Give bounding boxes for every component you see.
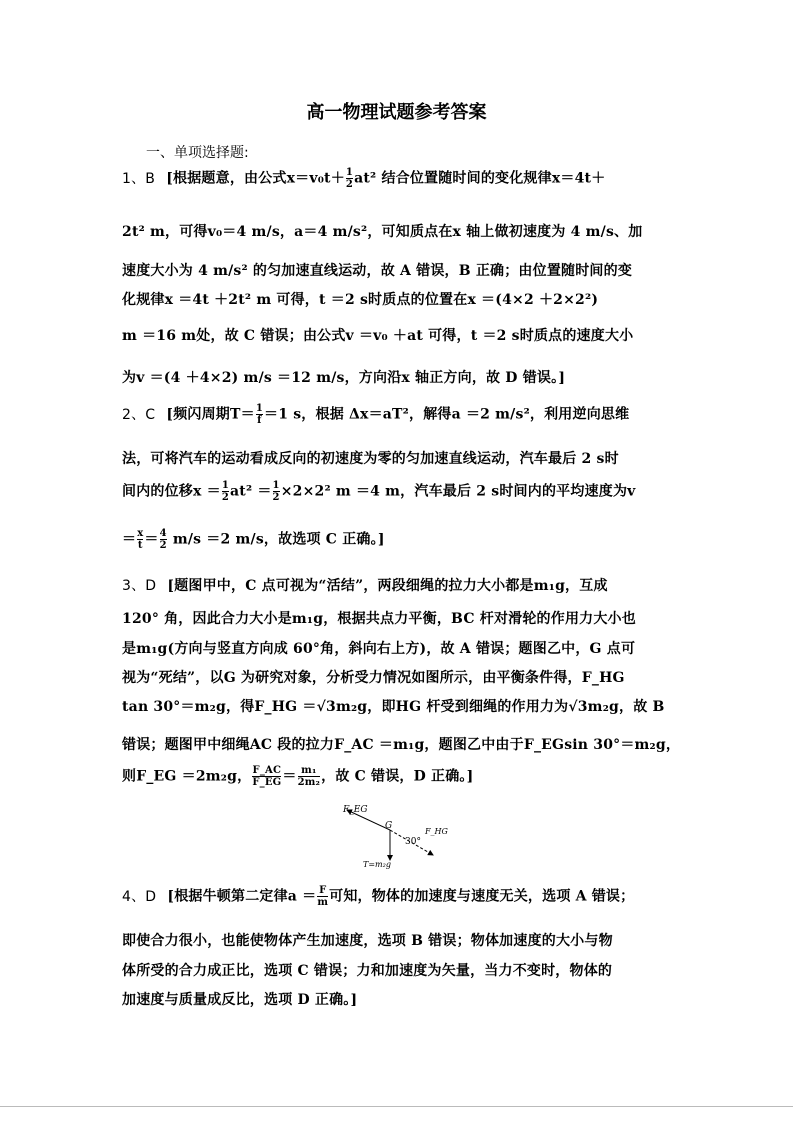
q2-line-2: 法，可将汽车的运动看成反向的初速度为零的匀加速直线运动，汽车最后 2 s时 — [122, 451, 619, 467]
q2-line-3: 间内的位移x ＝ $\frac{1}{2}$ at² ＝ $\frac{1}{2}$ ×2×2² m ＝4 m，汽车最后 2 s时间内的平均速度为v — [122, 480, 636, 503]
q3-line-1: 3、D [题图甲中，C 点可视为“活结”，两段细绳的拉力大小都是m₁g，互成 — [122, 578, 608, 594]
q1-line-6: 为v ＝(4 ＋4×2) m/s ＝12 m/s，方向沿x 轴正方向，故 D 错误。] — [122, 370, 566, 386]
q1-line-3: 速度大小为 4 m/s² 的匀加速直线运动，故 A 错误，B 正确；由位置随时间的变 — [122, 263, 633, 279]
fhg-label: F_HG — [425, 827, 448, 836]
q1-line-1 — [122, 167, 605, 190]
q1-line-4: 化规律x ＝4t ＋2t² m 可得，t ＝2 s时质点的位置在x ＝(4×2 ＋2×2²) — [122, 292, 599, 308]
q3-line-4: 视为“死结”，以G 为研究对象，分析受力情况如图所示，由平衡条件得，F_HG — [122, 670, 625, 686]
page-bottom-divider — [0, 1106, 793, 1107]
q1-line-2: 2t² m，可得v₀＝4 m/s，a＝4 m/s²，可知质点在x 轴上做初速度为 4 m/s、加 — [122, 224, 643, 240]
q2-fraction: $\frac{1}{f}$ — [255, 403, 263, 426]
q4-line-4: 加速度与质量成反比，选项 D 正确。] — [122, 992, 358, 1008]
force-diagram — [335, 800, 448, 870]
q1-number: 1、B — [122, 170, 156, 187]
q3-number: 3、D — [122, 578, 157, 594]
q3-line-7: 则F_EG ＝2m₂g， $\frac{F\_AC}{F\_EG}$ ＝ $\frac{\text{m₁}}{\text{2m₂}}$ ，故 C 错误，D 正确。] — [122, 765, 474, 788]
q4-line-2: 即使合力很小，也能使物体产生加速度，选项 B 错误；物体加速度的大小与物 — [122, 933, 613, 949]
q4-line-1: 4、D [根据牛顿第二定律a ＝ $\frac{F}{m}$ 可知，物体的加速度与速度无关，选项 A 错误； — [122, 885, 635, 908]
q2-line-4: ＝ $\frac{x}{t}$ ＝ $\frac{4}{2}$ m/s ＝2 m/s，故选项 C 正确。] — [122, 528, 385, 551]
q1-line-5: m ＝16 m处，故 C 错误；由公式v ＝v₀ ＋at 可得，t ＝2 s时质点的速度大小 — [122, 328, 634, 344]
q1-fraction: $\frac{1}{2}$ — [345, 167, 354, 190]
q3-line-5: tan 30°＝m₂g，得F_HG ＝√3m₂g，即HG 杆受到细绳的作用力为√3m₂g，故 B — [122, 699, 665, 715]
q4-number: 4、D — [122, 888, 157, 905]
q4-line-3: 体所受的合力成正比，选项 C 错误；力和加速度为矢量，当力不变时，物体的 — [122, 963, 613, 979]
g-label: G — [385, 821, 393, 831]
q3-line-6: 错误；题图甲中细绳AC 段的拉力F_AC ＝m₁g，题图乙中由于F_EGsin 30°＝m₂g， — [122, 737, 681, 753]
section-heading: 一、单项选择题: — [146, 145, 249, 161]
q1-text: at² 结合位置随时间的变化规律x＝4t＋ — [354, 170, 606, 187]
q2-line-1: 2、C [频闪周期T＝ $\frac{1}{f}$ ＝1 s，根据 Δx＝aT²，解得a ＝2 m/s²，利用逆向思维 — [122, 403, 630, 426]
t-label: T=m₂g — [363, 860, 391, 869]
angle-label: 30° — [405, 837, 421, 847]
q3-line-3: 是m₁g(方向与竖直方向成 60°角，斜向右上方)，故 A 错误；题图乙中，G 点可 — [122, 641, 636, 657]
q1-text: [根据题意，由公式x＝v₀t＋ — [166, 170, 345, 187]
q2-number: 2、C — [122, 406, 156, 423]
feg-label: F_EG — [343, 805, 368, 815]
page-title: 高一物理试题参考答案 — [306, 102, 487, 123]
q3-line-2: 120° 角，因此合力大小是m₁g，根据共点力平衡，BC 杆对滑轮的作用力大小也 — [122, 611, 636, 627]
